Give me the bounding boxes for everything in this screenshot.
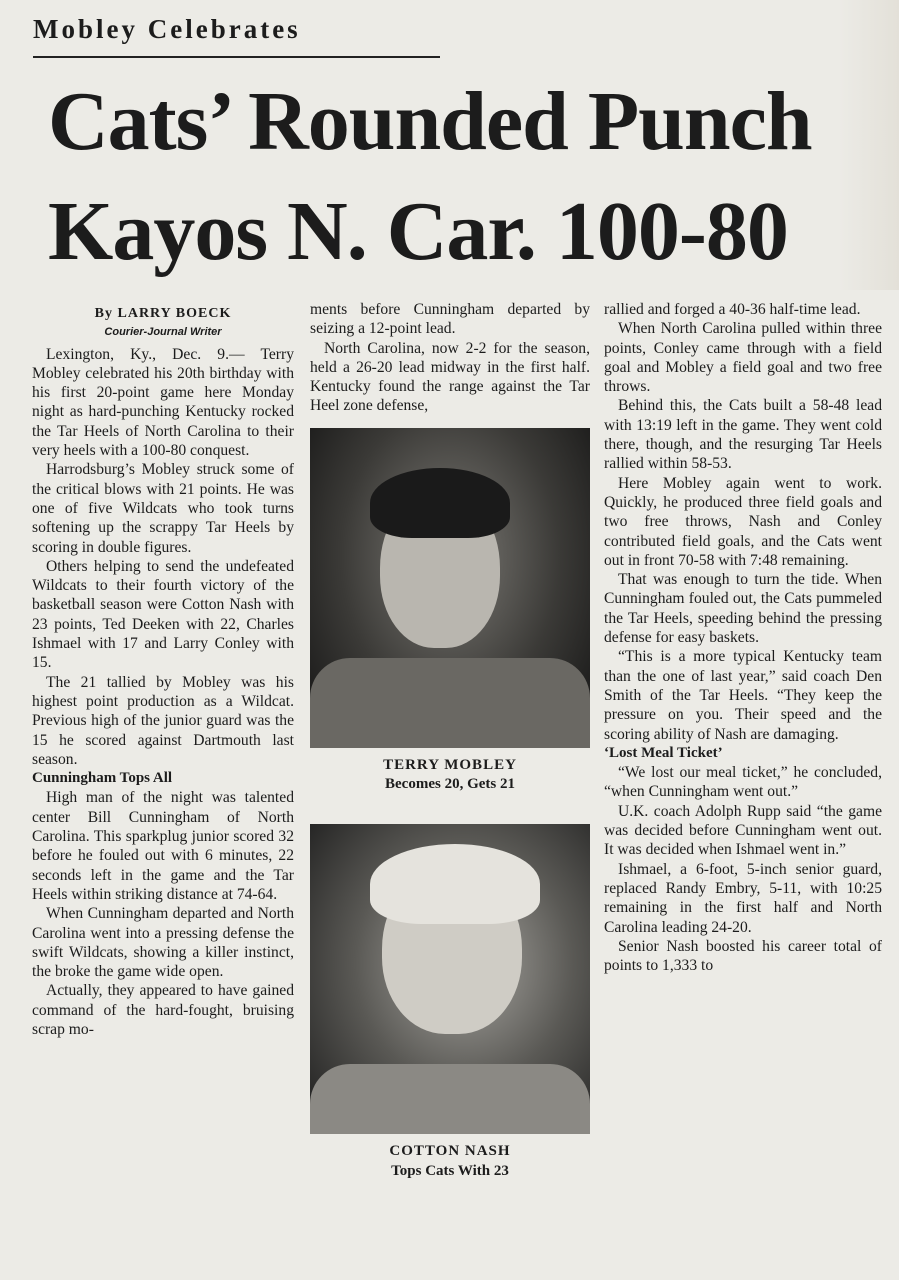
caption-line: Tops Cats With 23	[391, 1162, 509, 1179]
paragraph: That was enough to turn the tide. When Cunningham fouled out, the Cats pummeled the Tar Heels, speeding behind the pressing defense for easy baskets.	[604, 571, 882, 647]
paragraph: ments before Cunningham departed by seizing a 12-point lead.	[310, 301, 590, 338]
paragraph: Actually, they appeared to have gained command of the hard-fought, bruising scrap mo-	[32, 982, 294, 1038]
caption-name: TERRY MOBLEY	[383, 756, 517, 773]
paragraph: Senior Nash boosted his career total of points to 1,333 to	[604, 937, 882, 975]
paragraph: Ishmael, a 6-foot, 5-inch senior guard, replaced Randy Embry, 5-11, with 10:25 remaining in the first half and North Carolina leading 24-20.	[604, 860, 882, 936]
article-column-1	[32, 300, 294, 1039]
paragraph: When North Carolina pulled within three points, Conley came through with a field goal and Mobley a field goal and two free throws.	[604, 320, 882, 396]
headline-line-2: Kayos N. Car. 100-80	[48, 185, 788, 278]
paragraph: The 21 tallied by Mobley was his highest point production as a Wildcat. Previous high of the junior guard was the 15 he scored against Dartmouth last season.	[32, 673, 294, 768]
paragraph: Others helping to send the undefeated Wildcats to their fourth victory of the basketball season were Cotton Nash with 23 points, Ted Deeken with 22, Charles Ishmael with 17 and Larry Conley with 15.	[32, 557, 294, 672]
kicker: Mobley Celebrates	[33, 14, 301, 44]
article-column-3	[604, 300, 882, 975]
photo-jersey	[310, 1064, 590, 1134]
paragraph: High man of the night was talented center Bill Cunningham of North Carolina. This sparkplug junior scored 32 before he fouled out with 6 minutes, 22 seconds left in the game and the Tar Heels within striking distance at 74-64.	[32, 789, 294, 903]
paragraph: Here Mobley again went to work. Quickly, he produced three field goals and two free throws, Nash and Conley contributed field goals, and the Cats went out in front 70-58 with 7:48 remaining.	[604, 474, 882, 569]
paragraph: Lexington, Ky., Dec. 9.— Terry Mobley celebrated his 20th birthday with his first 20-point game here Monday night as hard-punching Kentucky rocked the Tar Heels of North Carolina to their very heels with a 100-80 conquest.	[32, 345, 294, 460]
cotton-nash-photo	[310, 824, 590, 1134]
terry-mobley-photo	[310, 428, 590, 748]
paragraph: “We lost our meal ticket,” he concluded, “when Cunningham went out.”	[604, 764, 882, 801]
paragraph: U.K. coach Adolph Rupp said “the game was decided before Cunningham went out. It was decided when Ishmael went in.”	[604, 802, 882, 859]
paragraph: When Cunningham departed and North Carolina went into a pressing defense the swift Wildcats, showing a killer instinct, the broke the game wide open.	[32, 905, 294, 981]
subhead: ‘Lost Meal Ticket’	[604, 744, 723, 761]
subhead: Cunningham Tops All	[32, 770, 173, 787]
paragraph: North Carolina, now 2-2 for the season, held a 26-20 lead midway in the first half. Kentucky found the range against the Tar Heel zone defense,	[310, 339, 590, 415]
photo-hair	[370, 844, 540, 924]
photo-caption-1	[310, 756, 590, 795]
photo-caption-2	[310, 1142, 590, 1181]
headline-line-1: Cats’ Rounded Punch	[48, 75, 812, 168]
photo-hair	[370, 468, 510, 538]
paragraph: Behind this, the Cats built a 58-48 lead with 13:19 left in the game. They went cold there, though, and the resurging Tar Heels rallied within 58-53.	[604, 397, 882, 473]
kicker-underline	[33, 56, 440, 58]
byline-credit: Courier-Journal Writer	[104, 326, 222, 339]
caption-line: Becomes 20, Gets 21	[385, 776, 515, 793]
photo-jersey	[310, 658, 590, 748]
paragraph: rallied and forged a 40-36 half-time lead.	[604, 301, 861, 318]
paragraph: Harrodsburg’s Mobley struck some of the critical blows with 21 points. He was one of five Wildcats who took turns softening up the scrappy Tar Heels by scoring in double figures.	[32, 461, 294, 556]
byline: By LARRY BOECK	[94, 306, 232, 321]
caption-name: COTTON NASH	[389, 1143, 511, 1160]
paragraph: “This is a more typical Kentucky team than the one of last year,” said coach Den Smith of the Tar Heels. “They keep the pressure on you. Their speed and the scoring ability of Nash are damaging.	[604, 648, 882, 743]
article-column-2	[310, 300, 590, 1181]
